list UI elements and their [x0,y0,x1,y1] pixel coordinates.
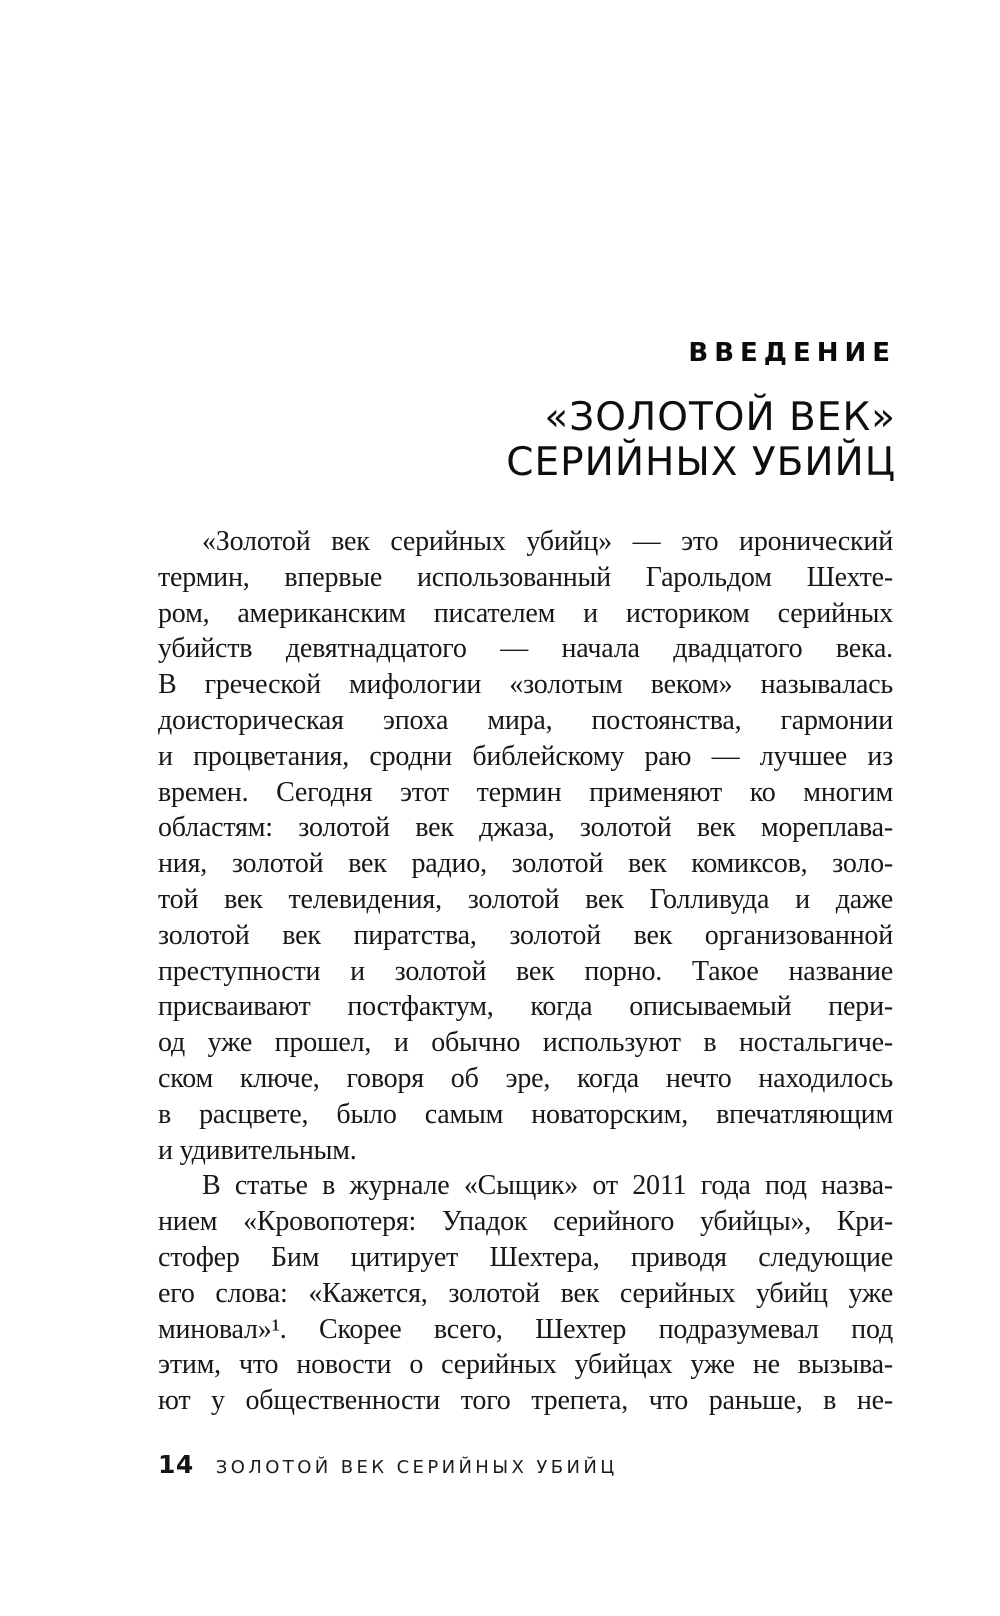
body-text-line: «Золотой век серийных убийц» — это иронический [202,526,893,557]
chapter-kicker: ВВЕДЕНИЕ [688,338,896,368]
body-text-line: од уже прошел, и обычно используют в ностальгиче- [158,1027,893,1059]
body-text-line: ром, американским писателем и историком серийных [158,597,893,629]
body-text-line: нием «Кровопотеря: Упадок серийного убийцы», Кри- [158,1206,893,1238]
body-text-line: термин, впервые использованный Гарольдом Шехте- [158,561,893,593]
chapter-title-line-2: СЕРИЙНЫХ УБИЙЦ [506,440,896,485]
body-text-line: преступности и золотой век порно. Такое название [158,955,893,987]
body-text-line: ния, золотой век радио, золотой век комиксов, золо- [158,848,893,880]
body-text-line: золотой век пиратства, золотой век организованной [158,919,893,951]
chapter-title [506,395,896,485]
body-text-line: миновал»¹. Скорее всего, Шехтер подразумевал под [158,1313,893,1345]
body-text-line: ском ключе, говоря об эре, когда нечто находилось [158,1062,893,1094]
body-text-line: той век телевидения, золотой век Голливуда и даже [158,883,893,915]
body-text [158,524,893,1419]
body-text-line: и удивительным. [158,1134,357,1166]
body-text-line: убийств девятнадцатого — начала двадцатого века. [158,633,893,665]
body-text-line: его слова: «Кажется, золотой век серийных убийц уже [158,1277,893,1309]
body-text-line: стофер Бим цитирует Шехтера, приводя следующие [158,1241,893,1273]
body-text-line: в расцвете, было самым новаторским, впечатляющим [158,1098,893,1130]
body-text-line: В греческой мифологии «золотым веком» называлась [158,669,893,701]
body-text-line: ют у общественности того трепета, что раньше, в не- [158,1385,893,1417]
chapter-title-line-1: «ЗОЛОТОЙ ВЕК» [544,395,896,440]
page-number: 14 [158,1450,194,1479]
page-footer [158,1450,618,1479]
body-text-line: и процветания, сродни библейскому раю — лучшее из [158,740,893,772]
body-text-line: времен. Сегодня этот термин применяют ко многим [158,776,893,808]
running-title: ЗОЛОТОЙ ВЕК СЕРИЙНЫХ УБИЙЦ [215,1457,618,1478]
body-text-line: присваивают постфактум, когда описываемый пери- [158,991,893,1023]
body-text-line: доисторическая эпоха мира, постоянства, гармонии [158,704,893,736]
body-text-line: В статье в журнале «Сыщик» от 2011 года под назва- [202,1170,893,1202]
body-text-line: областям: золотой век джаза, золотой век мореплава- [158,812,893,844]
chapter-heading [506,338,896,485]
body-text-line: этим, что новости о серийных убийцах уже не вызыва- [158,1349,893,1381]
